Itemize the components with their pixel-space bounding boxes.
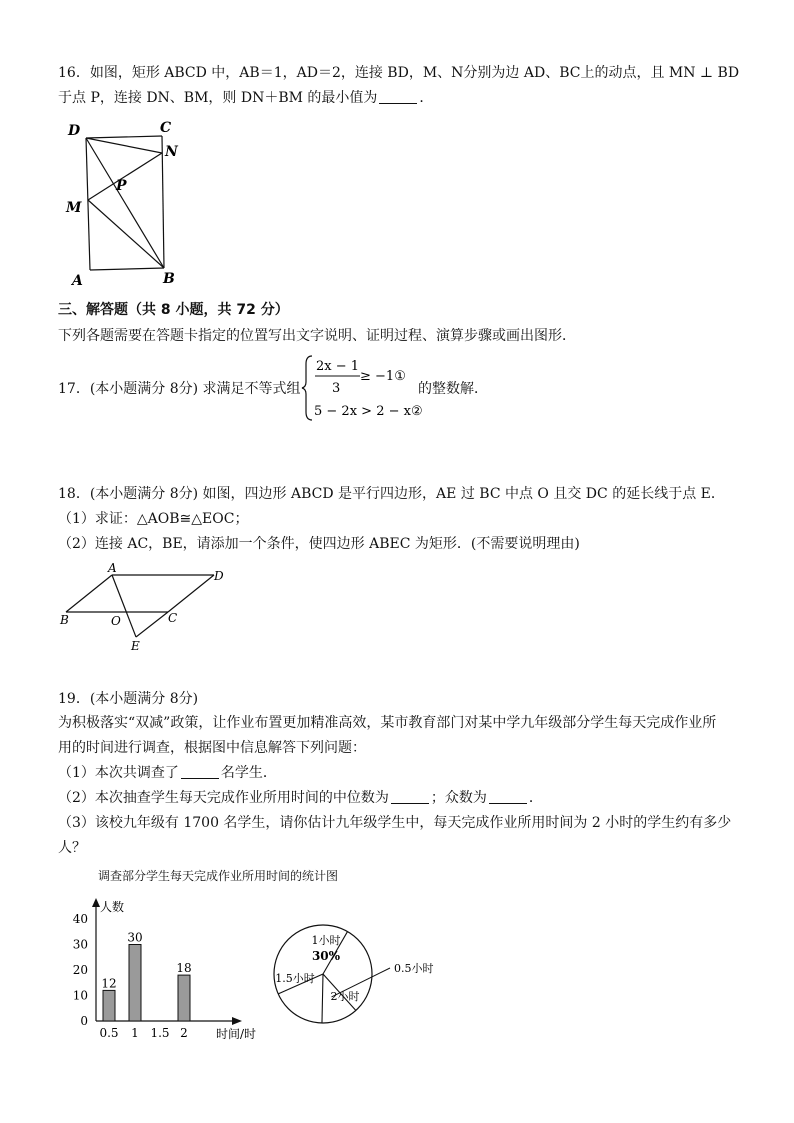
q18-label-A: A	[108, 561, 117, 575]
q17-inequality-system	[300, 352, 423, 424]
bar-data-label: 30	[127, 930, 143, 945]
q19-part2-b: ；众数为	[430, 790, 487, 806]
q16-label-C: C	[160, 120, 172, 136]
q18-label-E: E	[131, 639, 140, 653]
pie-slice-boundary	[322, 974, 323, 1023]
bar-1	[129, 945, 141, 1022]
q16-edge-BA	[90, 268, 164, 270]
bar-x-axis-label: 时间/时	[216, 1027, 257, 1041]
q18-edge-DC	[168, 575, 214, 612]
bar-y-tick-label: 10	[72, 988, 88, 1003]
q19-text-line1: 19．(本小题满分 8分)	[58, 691, 199, 707]
q16-line2-a: 于点 P，连接 DN、BM，则 DN＋BM 的最小值为	[58, 90, 378, 106]
q16-text-line1: 16．如图，矩形 ABCD 中，AB＝1，AD＝2，连接 BD，M、N分别为边 AD、BC上的动点，且 MN ⊥ BD	[58, 65, 740, 81]
q19-bar-chart	[60, 895, 270, 1045]
q19-pie-chart	[268, 922, 434, 1032]
q17-ineq2: 5 − 2x > 2 − x②	[314, 404, 423, 419]
q19-figure-title: 调查部分学生每天完成作业所用时间的统计图	[98, 869, 339, 883]
bar-x-tick-label: 2	[180, 1026, 188, 1040]
q16-segment-DN	[86, 138, 162, 153]
pie-slice-label: 0.5小时	[394, 962, 434, 975]
bar-x-tick-label: 1	[131, 1026, 139, 1040]
bar-data-label: 18	[176, 961, 192, 976]
pie-slice-label: 2小时	[330, 990, 360, 1003]
bar-y-tick-label: 0	[80, 1014, 88, 1028]
q16-segment-BM	[88, 200, 164, 268]
pie-leader-line	[332, 968, 390, 997]
q16-label-D: D	[68, 123, 81, 139]
q16-rectangle-figure	[60, 118, 200, 290]
q19-part2-a: （2）本次抽查学生每天完成作业所用时间的中位数为	[58, 790, 389, 806]
pie-percent-label: 30%	[311, 949, 341, 963]
bar-x-tick-label: 1.5	[150, 1026, 170, 1040]
q18-label-B: B	[60, 613, 69, 627]
q16-label-A: A	[72, 273, 83, 289]
q18-label-C: C	[168, 611, 178, 625]
q19-part1-blank	[181, 764, 219, 779]
q19-part2-blank2	[489, 789, 527, 804]
pie-slice-label: 1.5小时	[275, 972, 315, 985]
q18-parallelogram-figure	[56, 560, 236, 656]
q16-label-M: M	[66, 200, 82, 216]
bar-x-tick-label: 0.5	[99, 1026, 119, 1040]
q19-part1	[58, 763, 277, 783]
bar-y-tick-label: 20	[72, 963, 88, 977]
section3-instruction: 下列各题需要在答题卡指定的位置写出文字说明、证明过程、演算步骤或画出图形．	[58, 328, 576, 344]
q17-suffix: 的整数解．	[418, 381, 488, 397]
q19-part1-a: （1）本次共调查了	[58, 765, 179, 781]
q18-label-O: O	[111, 614, 121, 628]
q17-ineq1-rhs: ≥ −1①	[360, 369, 406, 384]
pie-slice-label: 1小时	[311, 934, 341, 947]
q19-part2-blank1	[391, 789, 429, 804]
q16-diagonal-BD	[86, 138, 164, 268]
bar-y-axis-label: 人数	[100, 900, 125, 914]
bar-data-label: 12	[101, 976, 117, 991]
q16-text-line2	[58, 88, 433, 108]
q17-brace	[302, 356, 312, 420]
bar-x-axis-arrow	[232, 1017, 242, 1025]
q18-edge-BA	[66, 575, 112, 612]
q16-edge-CB	[162, 136, 164, 268]
bar-y-axis-arrow	[92, 898, 100, 907]
q16-answer-blank	[379, 89, 417, 104]
q19-text-line2: 为积极落实“双减”政策，让作业布置更加精准高效，某市教育部门对某中学九年级部分学生每天完成作业所	[58, 715, 717, 731]
q16-label-N: N	[165, 144, 178, 160]
q19-text-line3: 用的时间进行调查，根据图中信息解答下列问题：	[58, 740, 366, 756]
q19-part3-line2: 人？	[58, 840, 86, 856]
bar-0.5	[103, 990, 115, 1021]
section3-heading: 三、解答题（共 8 小题，共 72 分）	[58, 302, 289, 318]
q19-part1-b: 名学生．	[220, 765, 277, 781]
q16-label-P: P	[116, 178, 127, 194]
bar-y-tick-label: 30	[72, 937, 88, 952]
q16-line2-b: ．	[419, 90, 434, 106]
q16-edge-DC	[86, 136, 162, 138]
q18-text-line1: 18．(本小题满分 8分) 如图，四边形 ABCD 是平行四边形，AE 过 BC 中点 O 且交 DC 的延长线于点 E．	[58, 486, 725, 502]
q18-part2: （2）连接 AC，BE，请添加一个条件，使四边形 ABEC 为矩形．(不需要说明理由)	[58, 536, 580, 552]
bar-2	[178, 975, 190, 1021]
q17-ineq1-denominator: 3	[332, 381, 341, 396]
q18-label-D: D	[214, 569, 224, 583]
q18-extension-CE	[136, 612, 168, 637]
q16-label-B: B	[163, 271, 175, 287]
q17-prefix: 17．(本小题满分 8分) 求满足不等式组	[58, 381, 301, 397]
q18-part1: （1）求证：△AOB≅△EOC；	[58, 511, 249, 527]
q19-part3-line1: （3）该校九年级有 1700 名学生，请你估计九年级学生中，每天完成作业所用时间为 2 小时的学生约有多少	[58, 815, 732, 831]
q19-part2-c: ．	[528, 790, 543, 806]
bar-y-tick-label: 40	[72, 912, 88, 926]
q19-part2	[58, 788, 543, 808]
q17-ineq1-numerator: 2x − 1	[316, 359, 360, 374]
q16-edge-AD	[86, 138, 90, 270]
